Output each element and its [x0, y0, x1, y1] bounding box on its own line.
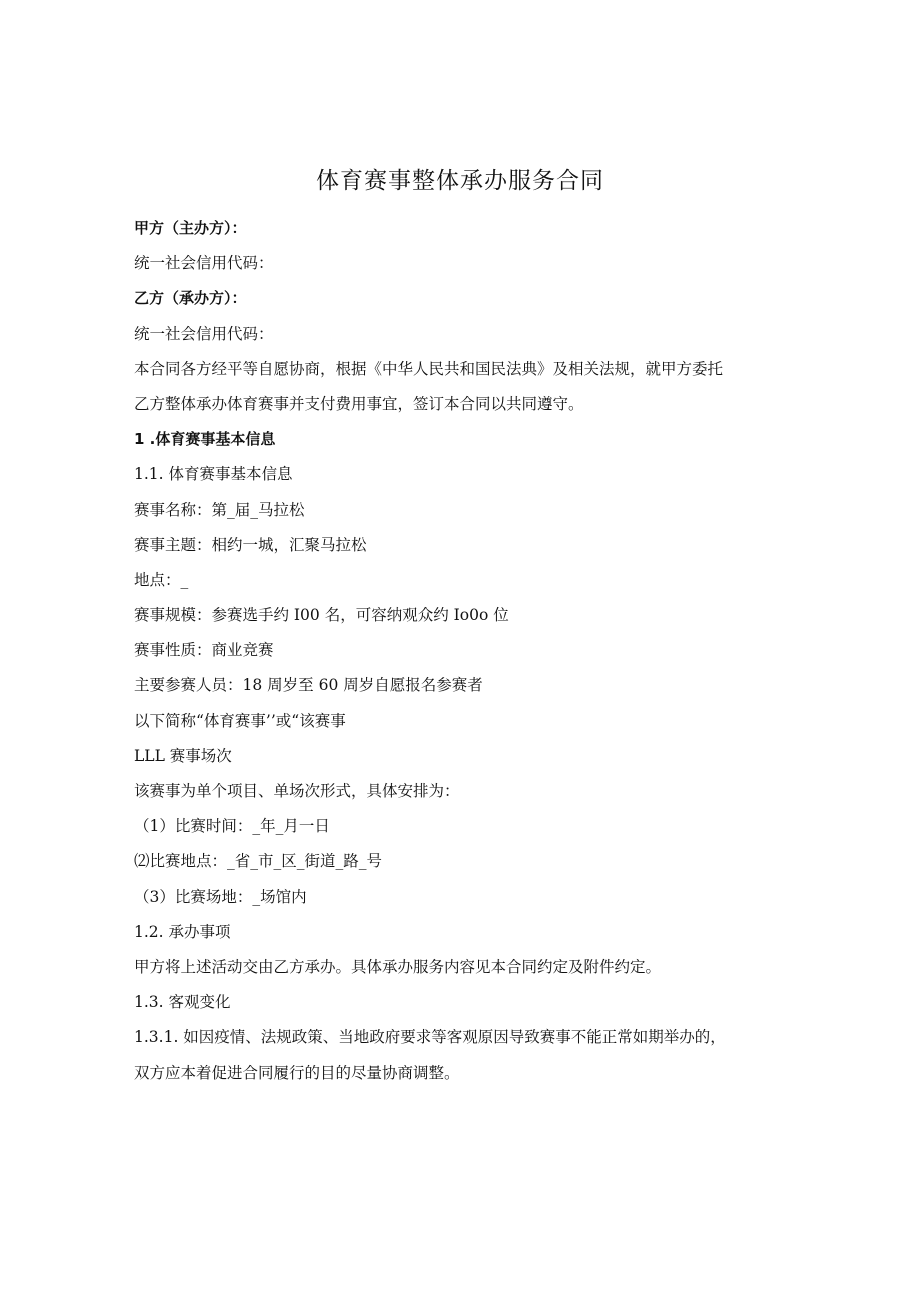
match-time: （1）比赛时间：_年_月一日 [134, 817, 330, 836]
event-location: 地点：_ [134, 570, 189, 589]
event-scale: 赛事规模：参赛选手约 I00 名，可容纳观众约 Io0o 位 [134, 606, 509, 625]
event-abbreviation: 以下简称“体育赛事’’或“该赛事 [134, 711, 346, 730]
match-venue: （3）比赛场地：_场馆内 [134, 887, 307, 906]
event-name: 赛事名称：第_届_马拉松 [134, 500, 305, 519]
preamble-line-1: 本合同各方经平等自愿协商，根据《中华人民共和国民法典》及相关法规，就甲方委托 [134, 359, 724, 378]
document-title: 体育赛事整体承办服务合同 [316, 168, 604, 194]
section-1-heading: 1 .体育赛事基本信息 [134, 430, 276, 449]
event-nature: 赛事性质：商业竞赛 [134, 641, 274, 660]
event-sessions-intro: 该赛事为单个项目、单场次形式，具体安排为： [134, 782, 460, 800]
clause-1-3-1-line-1: 1.3.1. 如因疫情、法规政策、当地政府要求等客观原因导致赛事不能正常如期举办的， [134, 1028, 726, 1047]
document-body [134, 211, 794, 1091]
party-a-credit-code: 统一社会信用代码： [134, 254, 274, 273]
event-sessions-heading: LLL 赛事场次 [134, 746, 232, 765]
clause-1-2-text: 甲方将上述活动交由乙方承办。具体承办服务内容见本合同约定及附件约定。 [134, 957, 662, 976]
event-participants: 主要参赛人员：18 周岁至 60 周岁自愿报名参赛者 [134, 676, 483, 695]
party-b-credit-code: 统一社会信用代码： [134, 324, 274, 343]
clause-1-2-heading: 1.2. 承办事项 [134, 922, 231, 941]
preamble-line-2: 乙方整体承办体育赛事并支付费用事宜，签订本合同以共同遵守。 [134, 394, 584, 413]
event-theme: 赛事主题：相约一城，汇聚马拉松 [134, 535, 367, 554]
party-b-heading: 乙方（承办方）： [134, 289, 247, 308]
party-a-heading: 甲方（主办方）： [134, 219, 247, 237]
clause-1-1-heading: 1.1. 体育赛事基本信息 [134, 465, 293, 484]
clause-1-3-1-line-2: 双方应本着促进合同履行的目的尽量协商调整。 [134, 1063, 460, 1082]
match-place: ⑵比赛地点：_省_市_区_街道_路_号 [134, 852, 383, 871]
clause-1-3-heading: 1.3. 客观变化 [134, 993, 231, 1012]
